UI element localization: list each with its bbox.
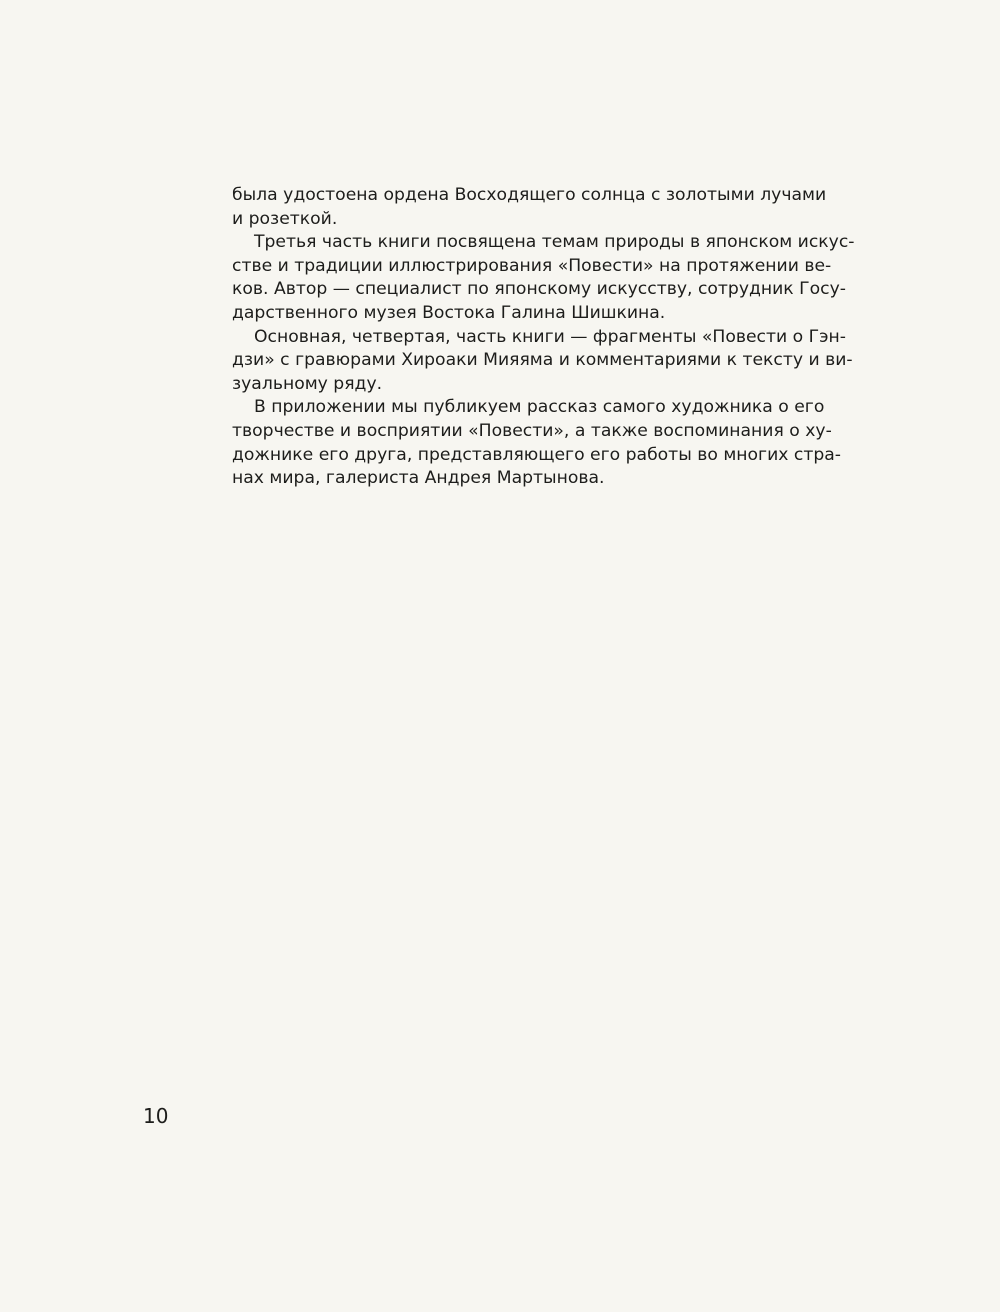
text-line: творчестве и восприятии «Повести», а также воспоминания о ху- bbox=[232, 420, 832, 441]
paragraph bbox=[232, 231, 855, 325]
text-line: была удостоена ордена Восходящего солнца с золотыми лучами bbox=[232, 185, 827, 205]
body-text bbox=[232, 184, 855, 491]
text-line: Третья часть книги посвящена темам природы в японском искус- bbox=[254, 232, 855, 253]
text-line: дзи» с гравюрами Хироаки Мияяма и комментариями к тексту и ви- bbox=[232, 350, 853, 371]
text-line: В приложении мы публикуем рассказ самого художника о его bbox=[254, 397, 825, 418]
text-line: стве и традиции иллюстрирования «Повести» на протяжении ве- bbox=[232, 255, 832, 276]
paragraph bbox=[232, 396, 841, 490]
text-line: дожнике его друга, представляющего его работы во многих стра- bbox=[232, 444, 841, 465]
text-line: ков. Автор — специалист по японскому искусству, сотрудник Госу- bbox=[232, 279, 846, 300]
text-line: Основная, четвертая, часть книги — фрагменты «Повести о Гэн- bbox=[254, 326, 846, 347]
paragraph bbox=[232, 326, 853, 397]
paragraph bbox=[232, 184, 827, 231]
text-line: и розеткой. bbox=[232, 208, 338, 229]
text-line: дарственного музея Востока Галина Шишкина. bbox=[232, 302, 666, 323]
page-number: 10 bbox=[143, 1104, 169, 1128]
text-line: нах мира, галериста Андрея Мартынова. bbox=[232, 468, 605, 489]
text-line: зуальному ряду. bbox=[232, 373, 383, 394]
